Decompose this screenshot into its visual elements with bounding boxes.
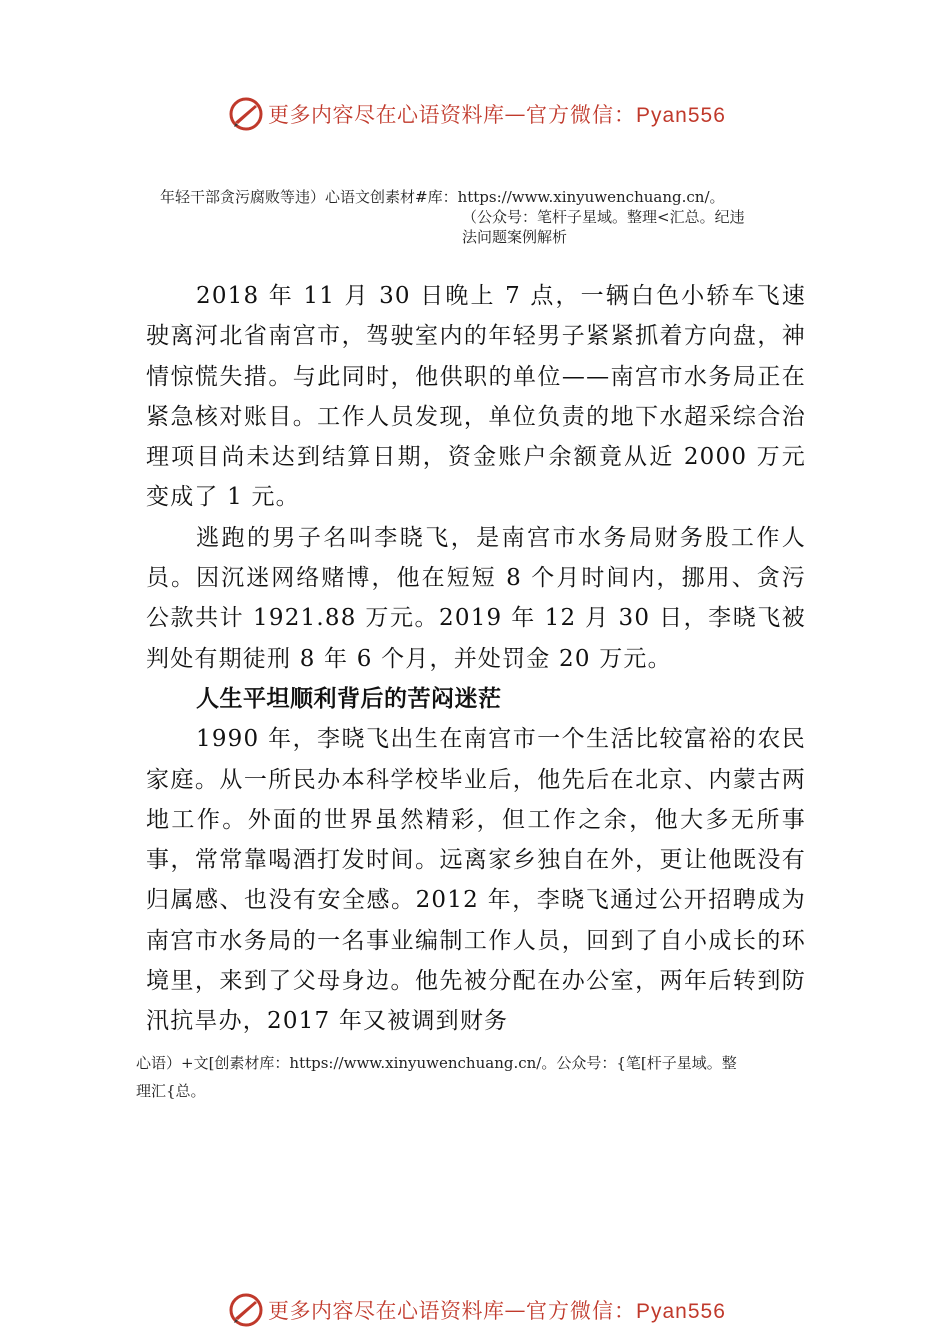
banner-separator: — xyxy=(504,1298,526,1322)
header-watermark-line1: 年轻干部贪污腐败等违）心语文创素材#库：https://www.xinyuwenchuang.cn/。 xyxy=(160,188,725,206)
footer-watermark-line1: 心语）+文[创素材库：https://www.xinyuwenchuang.cn/。公众号：{笔[杆子星域。整 xyxy=(136,1054,737,1072)
pen-logo-icon xyxy=(228,96,264,132)
header-watermark-line3: 法问题案例解析 xyxy=(462,228,568,246)
banner-separator: — xyxy=(504,102,526,126)
pen-logo-icon xyxy=(228,1292,264,1328)
banner-site-name: 更多内容尽在心语资料库 xyxy=(268,103,505,127)
article-paragraph-1: 2018 年 11 月 30 日晚上 7 点，一辆白色小轿车飞速驶离河北省南宫市，驾驶室内的年轻男子紧紧抓着方向盘，神情惊慌失措。与此同时，他供职的单位——南宫市水务局正在紧急核对账目。工作人员发现，单位负责的地下水超采综合治理项目尚未达到结算日期，资金账户余额竟从近 2000 万元变成了 1 元。 xyxy=(146,283,806,511)
bottom-banner xyxy=(228,1290,728,1330)
header-watermark-line2: （公众号：笔杆子星域。整理<汇总。纪违 xyxy=(462,208,745,226)
footer-watermark-line2: 理汇{总。 xyxy=(136,1082,206,1100)
banner-wechat: 官方微信：Pyan556 xyxy=(526,104,726,127)
article-paragraph-2: 逃跑的男子名叫李晓飞，是南宫市水务局财务股工作人员。因沉迷网络赌博，他在短短 8 个月时间内，挪用、贪污公款共计 1921.88 万元。2019 年 12 月 30 日，李晓飞被判处有期徒刑 8 年 6 个月，并处罚金 20 万元。 xyxy=(146,524,806,672)
article-paragraph-3: 1990 年，李晓飞出生在南宫市一个生活比较富裕的农民家庭。从一所民办本科学校毕业后，他先后在北京、内蒙古两地工作。外面的世界虽然精彩，但工作之余，他大多无所事事，常常靠喝酒打发时间。远离家乡独自在外，更让他既没有归属感、也没有安全感。2012 年，李晓飞通过公开招聘成为南宫市水务局的一名事业编制工作人员，回到了自小成长的环境里，来到了父母身边。他先被分配在办公室，两年后转到防汛抗旱办，2017 年又被调到财务 xyxy=(146,726,806,1035)
banner-wechat: 官方微信：Pyan556 xyxy=(526,1300,726,1323)
top-banner xyxy=(228,94,728,134)
article-body xyxy=(146,276,806,1042)
section-heading: 人生平坦顺利背后的苦闷迷茫 xyxy=(196,685,502,712)
banner-site-name: 更多内容尽在心语资料库 xyxy=(268,1299,505,1323)
